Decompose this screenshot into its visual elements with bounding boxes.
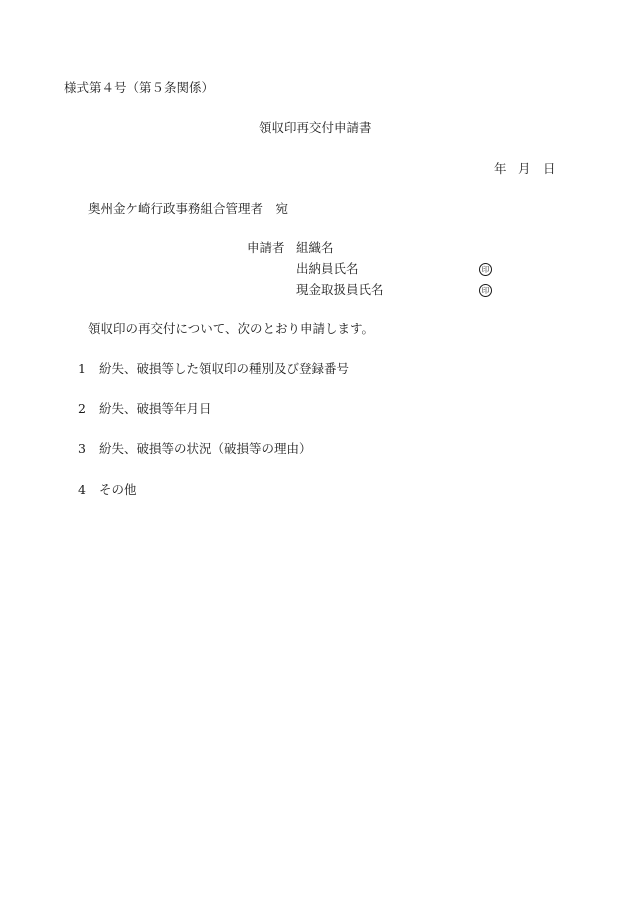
item-number: 1 [78,361,86,376]
item-text: その他 [99,482,137,497]
item-text: 紛失、破損等年月日 [99,401,212,416]
cashier-seal-mark: 印 [479,263,492,276]
cashier-name-label: 出納員氏名 [296,261,359,276]
item-number: 3 [78,441,86,456]
cash-handler-seal-mark: 印 [479,284,492,297]
form-number: 様式第４号（第５条関係） [64,80,215,95]
cash-handler-name-label: 現金取扱員氏名 [296,282,384,297]
item-number: 4 [78,482,86,497]
item-text: 紛失、破損等した領収印の種別及び登録番号 [99,361,350,376]
item-number: 2 [78,401,86,416]
date-month-label: 月 [518,161,531,176]
applicant-label: 申請者 [247,240,285,255]
org-name-label: 組織名 [296,240,334,255]
date-day-label: 日 [543,161,556,176]
date-year-label: 年 [494,161,507,176]
intro-text: 領収印の再交付について、次のとおり申請します。 [88,321,375,336]
item-text: 紛失、破損等の状況（破損等の理由） [99,441,312,456]
document-title: 領収印再交付申請書 [259,120,372,135]
addressee: 奥州金ケ崎行政事務組合管理者 宛 [88,201,289,216]
